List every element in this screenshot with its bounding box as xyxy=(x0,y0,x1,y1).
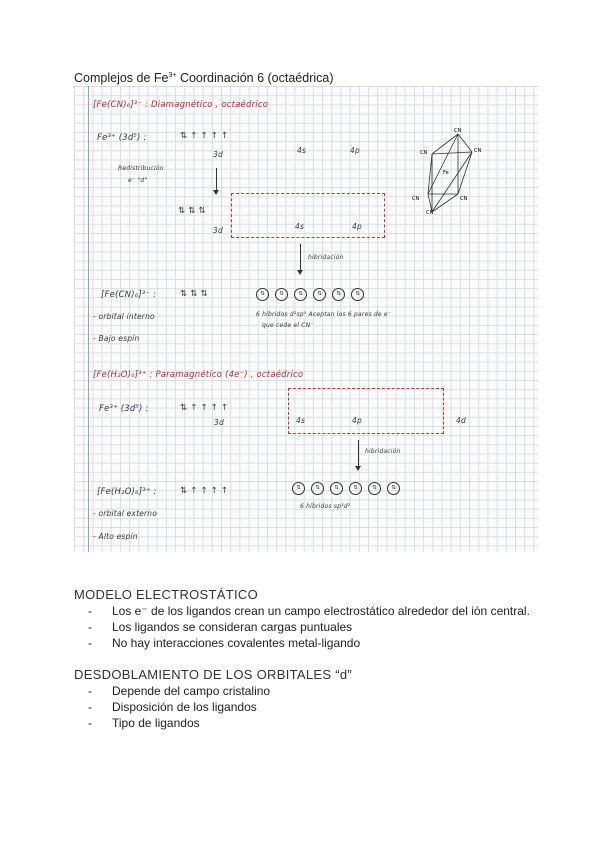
bullet-item: - Disposición de los ligandos xyxy=(88,700,257,714)
h2o-orbital-type: - orbital externo xyxy=(93,509,158,518)
h2o-complex-header: [Fe(H₂O)₆]³⁺ : Paramagnético (4e⁻) , octaédrico xyxy=(93,370,304,380)
bullet-item: - Los ligandos se consideran cargas puntuales xyxy=(88,620,353,634)
ligand-label-bottom-left: CN xyxy=(412,196,420,202)
octahedron-edge xyxy=(432,152,472,212)
cn-4s-label: 4s xyxy=(297,146,307,155)
h2o-4p-label: 4p xyxy=(352,416,362,425)
ligand-label-bottom-right: CN xyxy=(460,196,468,202)
octahedron-edge xyxy=(458,152,472,194)
hybridization-arrow-h2o xyxy=(358,440,359,468)
octahedron-edge xyxy=(432,152,472,154)
octahedron-edge xyxy=(428,134,458,194)
hybridization-label-h2o: hibridación xyxy=(365,448,401,455)
octahedron-edge xyxy=(432,194,458,212)
cn-hybrid-note: 6 híbridos d²sp³ Aceptan los 6 pares de e⁻ xyxy=(256,311,392,318)
cn-spin-state: - Bajo espín xyxy=(93,334,140,343)
redistribution-sub-label: e⁻ "d" xyxy=(128,177,148,184)
h2o-complex-label: [Fe(H₂O)₆]³⁺ : xyxy=(97,487,157,497)
section-heading-modelo-electrostatico: MODELO ELECTROSTÁTICO xyxy=(74,587,258,602)
cn-hybrid-orbital: ⇅ xyxy=(294,288,307,301)
cn-complex-label: [Fe(CN)₆]³⁻ : xyxy=(101,290,157,300)
h2o-hybrid-box xyxy=(288,388,444,434)
redistribution-arrow xyxy=(216,168,217,192)
h2o-hybrid-orbital: ⇅ xyxy=(349,482,362,495)
ligand-label-top: CN xyxy=(454,128,462,134)
cn-complex-header: [Fe(CN)₆]³⁻ : Diamagnético , octaédrico xyxy=(93,100,269,110)
cn-hybrid-orbital: ⇅ xyxy=(313,288,326,301)
h2o-complex-orbitals: ⇅ ↑ ↑ ↑ ↑ xyxy=(180,486,229,496)
h2o-hybrid-orbital: ⇅ xyxy=(311,482,324,495)
hybridization-arrow-cn xyxy=(300,244,301,272)
cn-box-4s-label: 4s xyxy=(295,222,305,231)
octahedron-sketch xyxy=(410,124,490,214)
octahedron-edge xyxy=(432,134,458,154)
h2o-hybrid-orbital: ⇅ xyxy=(292,482,305,495)
hybridization-label-cn: hibridación xyxy=(308,254,344,261)
h2o-4d-label: 4d xyxy=(456,416,466,425)
section-heading-desdoblamiento: DESDOBLAMIENTO DE LOS ORBITALES “d” xyxy=(74,667,353,682)
bullet-item: - No hay interacciones covalentes metal-ligando xyxy=(88,636,361,650)
cn-hybrid-orbital: ⇅ xyxy=(275,288,288,301)
cn-complex-orbitals: ⇅ ⇅ ⇅ xyxy=(180,289,208,299)
cn-box-4p-label: 4p xyxy=(352,222,362,231)
ligand-label-bottom: CN xyxy=(426,210,434,214)
cn-hybrid-orbital: ⇅ xyxy=(351,288,364,301)
cn-redistributed-orbitals: ⇅ ⇅ ⇅ xyxy=(178,206,206,216)
h2o-3d-orbitals: ⇅ ↑ ↑ ↑ ↑ xyxy=(180,403,229,413)
cn-hybrid-box xyxy=(231,193,385,238)
h2o-hybrid-orbital: ⇅ xyxy=(330,482,343,495)
ligand-label-left: CN xyxy=(420,150,428,156)
cn-hybrid-note-2: que cede el CN⁻ xyxy=(262,322,314,329)
cn-3d-orbitals: ⇅ ↑ ↑ ↑ ↑ xyxy=(180,131,229,141)
ligand-label-right: CN xyxy=(474,148,482,154)
cn-orbital-type: - orbital interno xyxy=(93,312,155,321)
bullet-item: - Los e⁻ de los ligandos crean un campo electrostático alrededor del ión central. xyxy=(88,604,530,618)
cn-electron-config: Fe³⁺ (3d⁵) : xyxy=(97,133,147,143)
cn-3d-label: 3d xyxy=(213,150,223,159)
h2o-spin-state: - Alto espín xyxy=(93,532,138,541)
h2o-4s-label: 4s xyxy=(296,416,306,425)
bullet-item: - Depende del campo cristalino xyxy=(88,684,271,698)
page-title: Complejos de $Fe^{3+}$ Coordinación 6 (octaédrica) xyxy=(74,71,334,85)
h2o-hybrid-note: 6 híbridos sp³d² xyxy=(300,503,351,510)
redistribution-label: Redistribución xyxy=(118,165,164,172)
cn-4p-label: 4p xyxy=(350,146,360,155)
h2o-3d-label: 3d xyxy=(214,418,224,427)
octahedron-edge xyxy=(458,134,472,152)
h2o-electron-config: Fe³⁺ (3d⁵) : xyxy=(99,404,149,414)
cn-hybrid-orbital: ⇅ xyxy=(256,288,269,301)
bullet-item: - Tipo de ligandos xyxy=(88,716,200,730)
h2o-hybrid-orbital: ⇅ xyxy=(387,482,400,495)
metal-label-center: Fe xyxy=(443,170,449,176)
notebook-margin-line xyxy=(88,86,89,552)
cn-redist-3d-label: 3d xyxy=(213,226,223,235)
h2o-hybrid-orbital: ⇅ xyxy=(368,482,381,495)
cn-hybrid-orbital: ⇅ xyxy=(332,288,345,301)
